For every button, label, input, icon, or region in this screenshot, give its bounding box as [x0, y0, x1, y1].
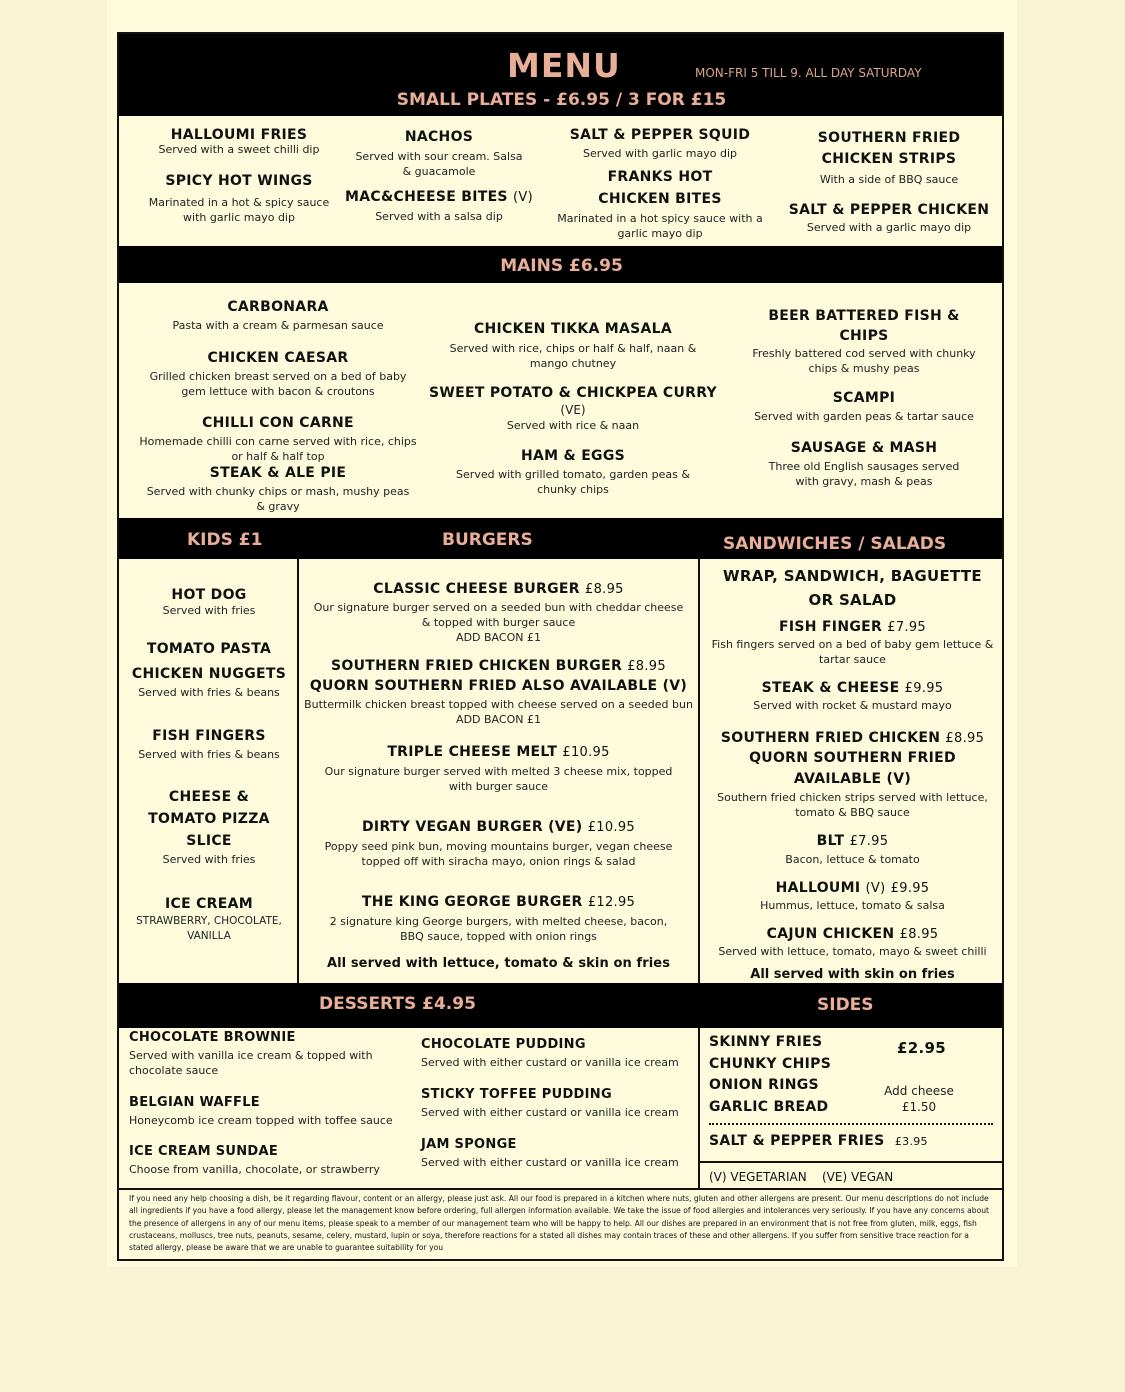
desserts-col-2	[421, 1035, 691, 1170]
menu-item-name: SALT & PEPPER SQUID	[569, 127, 751, 143]
add-cheese-label: Add cheese	[884, 1084, 954, 1098]
menu-item-desc: Homemade chilli con carne served with rice, chips or half & half top	[139, 435, 417, 463]
desserts-col-1	[129, 1028, 399, 1177]
menu-item-desc: Served with rice & naan	[506, 419, 640, 432]
mains-col-3	[749, 306, 979, 489]
menu-item-desc: STRAWBERRY, CHOCOLATE, VANILLA	[136, 915, 282, 942]
sandwiches-footer: All served with skin on fries	[750, 967, 955, 982]
menu-item-name: CHEESE & TOMATO PIZZA SLICE	[148, 789, 270, 849]
menu-item-name: CLASSIC CHEESE BURGER £8.95	[373, 581, 624, 597]
menu-item-name: ICE CREAM SUNDAE	[129, 1144, 279, 1159]
burgers-list	[299, 580, 698, 971]
menu-item-desc: Served with fries	[162, 853, 256, 866]
menu-item-name: CHICKEN CAESAR	[207, 350, 349, 366]
menu-item-name: CHICKEN TIKKA MASALA	[473, 321, 673, 337]
mains-title: MAINS £6.95	[500, 256, 623, 276]
menu-item-desc: Served with fries	[162, 604, 256, 617]
kids-list	[121, 586, 297, 944]
menu-item-desc: Served with a garlic mayo dip	[806, 221, 972, 234]
small-plates-col-4	[779, 128, 999, 235]
menu-item-desc: Bacon, lettuce & tomato	[785, 853, 920, 866]
menu-item-desc: Fish fingers served on a bed of baby gem lettuce & tartar sauce	[711, 638, 994, 666]
menu-item-desc: Served with lettuce, tomato, mayo & sweet chilli	[718, 945, 987, 958]
menu-item-name: TRIPLE CHEESE MELT £10.95	[387, 744, 610, 760]
menu-item-name: STICKY TOFFEE PUDDING	[421, 1087, 612, 1102]
menu-item-desc: Freshly battered cod served with chunky chips & mushy peas	[752, 347, 976, 375]
menu-item-desc: Served with garlic mayo dip	[583, 147, 737, 160]
mains-col-1	[139, 298, 417, 514]
menu-item-name: SOUTHERN FRIED CHICKEN £8.95	[720, 730, 985, 746]
menu-item-name: JAM SPONGE	[421, 1137, 517, 1152]
menu-item-desc: Hummus, lettuce, tomato & salsa	[760, 899, 945, 912]
side-item: SALT & PEPPER FRIES £3.95	[709, 1133, 928, 1149]
sandwiches-subtitle: WRAP, SANDWICH, BAGUETTE OR SALAD	[723, 567, 982, 609]
menu-item-desc: Served with sour cream. Salsa & guacamole	[355, 150, 523, 178]
sides-list	[709, 1032, 849, 1118]
menu-item-name: CHOCOLATE PUDDING	[421, 1037, 586, 1052]
menu-item-desc: Served with vanilla ice cream & topped with chocolate sauce	[129, 1049, 373, 1077]
menu-item-name: CHILLI CON CARNE	[202, 415, 354, 431]
small-plates-col-3	[557, 126, 763, 241]
divider	[119, 1188, 1004, 1190]
menu-item-desc: Our signature burger served on a seeded bun with cheddar cheese & topped with burger sauce	[313, 601, 684, 629]
burgers-title: BURGERS	[442, 530, 533, 550]
sides-dotted-divider	[709, 1123, 993, 1125]
sandwiches-list	[701, 564, 1004, 982]
menu-item-name: STEAK & CHEESE £9.95	[761, 680, 944, 696]
menu-item-desc: Served with either custard or vanilla ice cream	[421, 1106, 679, 1119]
kids-title: KIDS £1	[187, 530, 263, 550]
menu-board	[117, 32, 1004, 1261]
menu-item-name: BELGIAN WAFFLE	[129, 1095, 260, 1110]
menu-item-desc: 2 signature king George burgers, with melted cheese, bacon, BBQ sauce, topped with onion rings	[329, 915, 668, 943]
divider	[698, 1028, 700, 1188]
menu-item-name: SAUSAGE & MASH	[790, 440, 938, 456]
menu-item-desc: Choose from vanilla, chocolate, or strawberry	[129, 1163, 380, 1176]
desserts-title: DESSERTS £4.95	[319, 994, 476, 1014]
menu-item-desc: Served with grilled tomato, garden peas & chunky chips	[456, 468, 690, 496]
menu-item-name: HALLOUMI (V) £9.95	[775, 880, 930, 896]
menu-item-desc: Marinated in a hot & spicy sauce with garlic mayo dip	[148, 196, 330, 224]
small-plates-col-2	[343, 128, 535, 224]
menu-item-name: FISH FINGER £7.95	[779, 619, 926, 635]
menu-item-desc: Three old English sausages served with gravy, mash & peas	[768, 460, 960, 488]
menu-item-desc: With a side of BBQ sauce	[819, 173, 959, 186]
menu-item-name: SOUTHERN FRIED CHICKEN STRIPS	[817, 130, 961, 167]
menu-item-name: CHOCOLATE BROWNIE	[129, 1030, 296, 1045]
menu-item-desc: Poppy seed pink bun, moving mountains burger, vegan cheese topped off with siracha mayo, onion rings & salad	[324, 840, 673, 868]
burgers-footer: All served with lettuce, tomato & skin on fries	[326, 956, 671, 971]
sides-price: £2.95	[897, 1039, 946, 1057]
menu-item-extra: ADD BACON £1	[456, 631, 541, 644]
side-item: GARLIC BREAD	[709, 1098, 829, 1115]
menu-item-name-alt: QUORN SOUTHERN FRIED ALSO AVAILABLE (V)	[309, 678, 688, 694]
menu-item-desc: Served with either custard or vanilla ice cream	[421, 1056, 679, 1069]
menu-item-name: BLT £7.95	[816, 833, 889, 849]
legend: (V) VEGETARIAN (VE) VEGAN	[709, 1170, 894, 1184]
menu-item-desc: Our signature burger served with melted 3 cheese mix, topped with burger sauce	[324, 765, 673, 793]
menu-item-name-alt: QUORN SOUTHERN FRIED AVAILABLE (V)	[749, 750, 956, 787]
menu-item-name: HOT DOG	[171, 587, 247, 603]
small-plates-title: SMALL PLATES - £6.95 / 3 FOR £15	[396, 90, 727, 110]
small-plates-col-1	[139, 126, 339, 225]
menu-item-desc: Marinated in a hot spicy sauce with a garlic mayo dip	[557, 212, 763, 240]
divider	[698, 559, 700, 983]
menu-item-name: HALLOUMI FRIES	[170, 127, 308, 143]
sandwiches-title: SANDWICHES / SALADS	[723, 534, 947, 554]
menu-item-desc: Served with rice, chips or half & half, naan & mango chutney	[449, 342, 697, 370]
menu-item-desc: Served with a sweet chilli dip	[158, 143, 320, 156]
side-item: CHUNKY CHIPS	[709, 1055, 832, 1072]
menu-item-desc: Served with chunky chips or mash, mushy peas & gravy	[146, 485, 410, 513]
menu-item-name: FISH FINGERS	[152, 728, 266, 744]
menu-item-name: CAJUN CHICKEN £8.95	[766, 926, 939, 942]
menu-item-name: CARBONARA	[227, 299, 329, 315]
menu-item-name: STEAK & ALE PIE	[209, 465, 347, 481]
menu-item-desc: Grilled chicken breast served on a bed of baby gem lettuce with bacon & croutons	[149, 370, 407, 398]
menu-item-desc: Served with either custard or vanilla ice cream	[421, 1156, 679, 1169]
sides-title: SIDES	[817, 995, 874, 1015]
menu-item-name: SALT & PEPPER CHICKEN	[788, 202, 990, 218]
menu-item-name: CHICKEN NUGGETS	[131, 666, 287, 682]
menu-item-extra: ADD BACON £1	[456, 713, 541, 726]
allergen-note: If you need any help choosing a dish, be it regarding flavour, content or an allergy, please just ask. All our food is prepared in a kitchen where nuts, gluten and other allergens are present. Our menu descriptions do not include all ingredients if you have a food allergy, please let the management know before ordering, full allergen information available. We take the issue of food allergies and intolerances very seriously. If you have any concerns about the presence of allergens in any of our menu items, please speak to a member of our management team who will be happy to help. All our dishes are prepared in an environment that is not free from gluten, milk, eggs, fish crustaceans, molluscs, tree nuts, peanuts, sesame, celery, mustard, lupin or soya, therefore reactions for a stated all dishes may contain traces of these and other allergens. If you suffer from sensitive trace reaction for a stated allergy, please be aware that we are unable to guarantee suitability for you	[129, 1194, 990, 1253]
menu-item-name: SWEET POTATO & CHICKPEA CURRY	[429, 385, 717, 401]
menu-item-desc: Served with fries & beans	[138, 748, 280, 761]
menu-item-name: NACHOS	[404, 129, 474, 145]
menu-item-name: ICE CREAM	[164, 896, 253, 912]
menu-item-desc: Served with garden peas & tartar sauce	[754, 410, 974, 423]
add-cheese-price: £1.50	[901, 1100, 937, 1114]
divider	[698, 1161, 1004, 1163]
menu-item-desc: Pasta with a cream & parmesan sauce	[172, 319, 384, 332]
menu-item-desc: Served with rocket & mustard mayo	[753, 699, 952, 712]
mains-col-2	[425, 320, 721, 497]
menu-item-desc: Served with a salsa dip	[375, 210, 503, 223]
menu-item-name: FRANKS HOT CHICKEN BITES	[598, 169, 722, 207]
menu-item-name: THE KING GEORGE BURGER £12.95	[361, 894, 636, 910]
hours-text: MON-FRI 5 TILL 9. ALL DAY SATURDAY	[695, 66, 922, 80]
menu-title: MENU	[507, 46, 621, 85]
menu-item-name: DIRTY VEGAN BURGER (VE) £10.95	[362, 819, 635, 835]
menu-item-name: SCAMPI	[832, 390, 896, 406]
menu-item-tag: (VE)	[560, 403, 586, 417]
menu-item-name: HAM & EGGS	[520, 448, 626, 464]
menu-item-desc: Served with fries & beans	[138, 686, 280, 699]
menu-item-name: MAC&CHEESE BITES (V)	[345, 189, 533, 205]
menu-item-name: BEER BATTERED FISH & CHIPS	[768, 308, 960, 344]
menu-item-desc: Southern fried chicken strips served with lettuce, tomato & BBQ sauce	[717, 791, 988, 819]
menu-item-name: TOMATO PASTA	[146, 641, 272, 657]
side-item: SKINNY FRIES	[709, 1034, 823, 1050]
menu-item-desc: Honeycomb ice cream topped with toffee sauce	[129, 1114, 393, 1127]
menu-item-name: SPICY HOT WINGS	[165, 173, 313, 189]
menu-item-desc: Buttermilk chicken breast topped with cheese served on a seeded bun	[304, 698, 693, 711]
menu-item-name: SOUTHERN FRIED CHICKEN BURGER £8.95	[331, 658, 666, 674]
side-item: ONION RINGS	[709, 1077, 819, 1093]
